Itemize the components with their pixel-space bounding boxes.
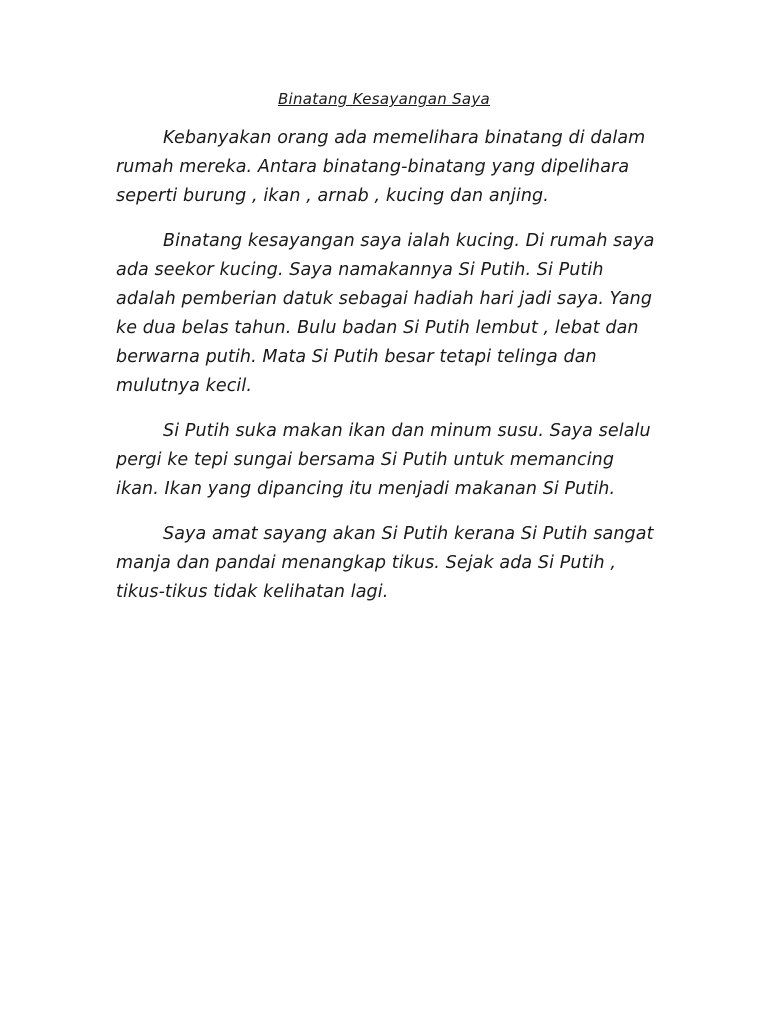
document-body — [116, 124, 656, 623]
paragraph-1: Kebanyakan orang ada memelihara binatang di dalam rumah mereka. Antara binatang-binatang yang dipelihara seperti burung , ikan , arnab , kucing dan anjing. — [116, 128, 646, 206]
paragraph-2: Binatang kesayangan saya ialah kucing. Di rumah saya ada seekor kucing. Saya namakannya Si Putih. Si Putih adalah pemberian datuk sebagai hadiah hari jadi saya. Yang ke dua belas tahun. Bulu badan Si Putih lembut , lebat dan berwarna putih. Mata Si Putih besar tetapi telinga dan mulutnya kecil. — [116, 231, 655, 396]
paragraph-4: Saya amat sayang akan Si Putih kerana Si Putih sangat manja dan pandai menangkap tikus. Sejak ada Si Putih , tikus-tikus tidak kelihatan lagi. — [116, 524, 654, 602]
paragraph-3: Si Putih suka makan ikan dan minum susu. Saya selalu pergi ke tepi sungai bersama Si Putih untuk memancing ikan. Ikan yang dipancing itu menjadi makanan Si Putih. — [116, 421, 651, 499]
document-title: Binatang Kesayangan Saya — [277, 90, 491, 108]
